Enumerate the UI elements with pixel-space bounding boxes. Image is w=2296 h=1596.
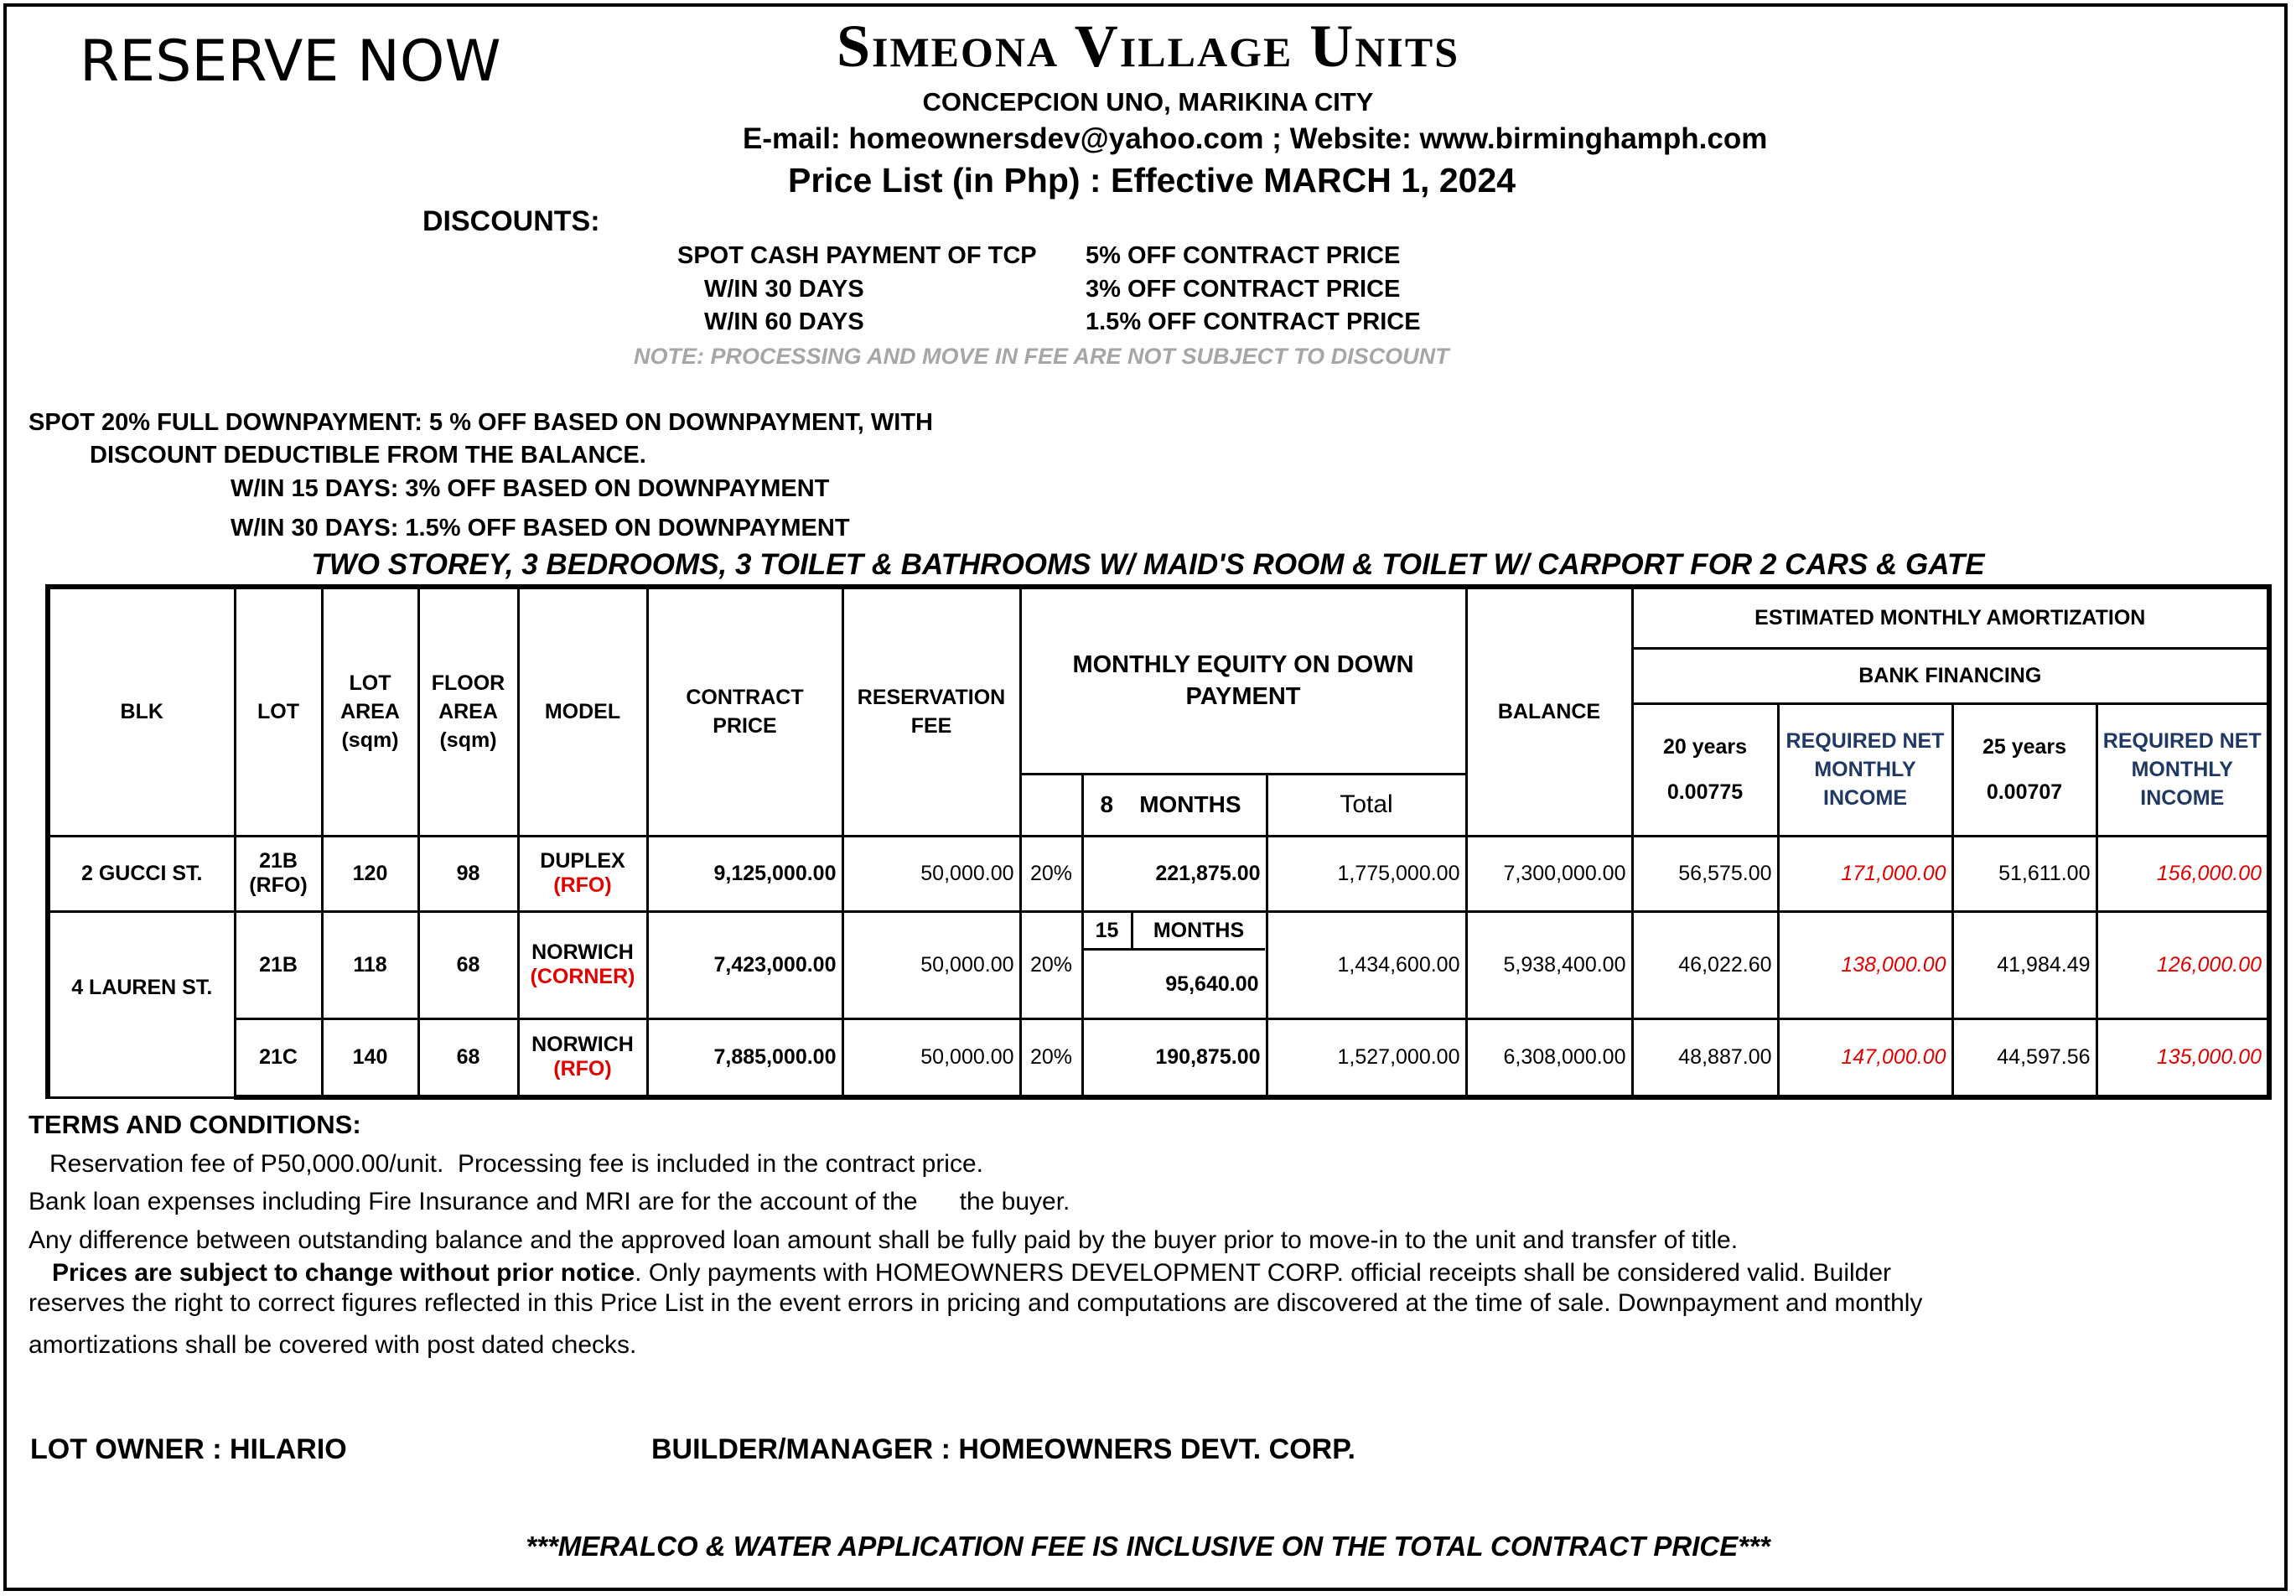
terms-line: amortizations shall be covered with post dated checks. bbox=[29, 1331, 637, 1359]
model-cell: NORWICH (RFO) bbox=[518, 1018, 647, 1097]
table-row bbox=[48, 1018, 2269, 1097]
terms-line: Reservation fee of P50,000.00/unit. Processing fee is included in the contract price. bbox=[29, 1150, 983, 1178]
term-25-years-header: 25 years 0.00707 bbox=[1952, 703, 2096, 836]
reservation-fee-cell: 50,000.00 bbox=[842, 1018, 1020, 1097]
model-header: MODEL bbox=[518, 587, 647, 836]
discount-value: 3% OFF CONTRACT PRICE bbox=[1086, 276, 1401, 303]
terms-heading: TERMS AND CONDITIONS: bbox=[29, 1110, 361, 1139]
lot-area-header: LOT AREA (sqm) bbox=[322, 587, 418, 836]
balance-cell: 7,300,000.00 bbox=[1466, 836, 1632, 911]
contract-price-cell: 7,885,000.00 bbox=[647, 1018, 842, 1097]
unit-description-banner: TWO STOREY, 3 BEDROOMS, 3 TOILET & BATHROOMS W/ MAID'S ROOM & TOILET W/ CARPORT FOR 2 CARS & GATE bbox=[311, 548, 1985, 581]
lot-area-cell: 118 bbox=[322, 911, 418, 1018]
monthly-equity-value: 95,640.00 bbox=[1165, 972, 1259, 996]
blk-cell: 2 GUCCI ST. bbox=[48, 836, 235, 911]
required-income-25-header: REQUIRED NET MONTHLY INCOME bbox=[2096, 703, 2269, 836]
reservation-fee-cell: 50,000.00 bbox=[842, 836, 1020, 911]
monthly-equity-cell bbox=[1082, 911, 1267, 1018]
lot-cell: 21B bbox=[235, 911, 322, 1018]
total-cell: 1,775,000.00 bbox=[1267, 836, 1466, 911]
percent-cell: 20% bbox=[1020, 911, 1082, 1018]
builder-manager: BUILDER/MANAGER : HOMEOWNERS DEVT. CORP. bbox=[651, 1433, 1355, 1465]
meralco-note: ***MERALCO & WATER APPLICATION FEE IS INCLUSIVE ON THE TOTAL CONTRACT PRICE*** bbox=[526, 1531, 1770, 1562]
spot-downpayment-line: SPOT 20% FULL DOWNPAYMENT: 5 % OFF BASED ON DOWNPAYMENT, WITH bbox=[29, 409, 933, 436]
monthly-equity-cell: 221,875.00 bbox=[1082, 836, 1267, 911]
required-income-20-cell: 147,000.00 bbox=[1778, 1018, 1952, 1097]
balance-header: BALANCE bbox=[1466, 587, 1632, 836]
lot-owner: LOT OWNER : HILARIO bbox=[30, 1433, 347, 1465]
discount-term: W/IN 60 DAYS bbox=[704, 308, 864, 335]
spot-downpayment-line: W/IN 15 DAYS: 3% OFF BASED ON DOWNPAYMENT bbox=[231, 475, 830, 502]
months-header: 8 MONTHS bbox=[1082, 774, 1267, 836]
amortization-20-cell: 48,887.00 bbox=[1632, 1018, 1778, 1097]
required-income-25-cell: 156,000.00 bbox=[2096, 836, 2269, 911]
blk-header: BLK bbox=[48, 587, 235, 836]
total-cell: 1,527,000.00 bbox=[1267, 1018, 1466, 1097]
required-income-20-cell: 171,000.00 bbox=[1778, 836, 1952, 911]
required-income-25-cell: 126,000.00 bbox=[2096, 911, 2269, 1018]
terms-line: Bank loan expenses including Fire Insurance and MRI are for the account of the the buyer. bbox=[29, 1188, 1070, 1215]
monthly-equity-header: MONTHLY EQUITY ON DOWN PAYMENT bbox=[1020, 587, 1466, 774]
location: CONCEPCION UNO, MARIKINA CITY bbox=[922, 87, 1374, 117]
floor-area-cell: 68 bbox=[418, 911, 518, 1018]
lot-area-cell: 120 bbox=[322, 836, 418, 911]
term-20-years-header: 20 years 0.00775 bbox=[1632, 703, 1778, 836]
balance-cell: 6,308,000.00 bbox=[1466, 1018, 1632, 1097]
bank-financing-header: BANK FINANCING bbox=[1632, 648, 2269, 703]
floor-area-cell: 68 bbox=[418, 1018, 518, 1097]
spot-downpayment-line: DISCOUNT DEDUCTIBLE FROM THE BALANCE. bbox=[90, 442, 646, 469]
discount-note: NOTE: PROCESSING AND MOVE IN FEE ARE NOT SUBJECT TO DISCOUNT bbox=[634, 344, 1449, 369]
months-label: MONTHS bbox=[1153, 918, 1245, 942]
contract-price-cell: 9,125,000.00 bbox=[647, 836, 842, 911]
contract-price-header: CONTRACT PRICE bbox=[647, 587, 842, 836]
reservation-fee-header: RESERVATION FEE bbox=[842, 587, 1020, 836]
discount-term: W/IN 30 DAYS bbox=[704, 276, 864, 303]
total-header: Total bbox=[1267, 774, 1466, 836]
months-count: 15 bbox=[1084, 913, 1133, 948]
terms-line: Prices are subject to change without prior notice. Only payments with HOMEOWNERS DEVELOPMENT CORP. official receipts shall be considered valid. Builder bbox=[52, 1259, 1892, 1287]
price-table bbox=[45, 584, 2272, 1100]
terms-line: reserves the right to correct figures reflected in this Price List in the event errors in pricing and computations are discovered at the time of sale. Downpayment and monthly bbox=[29, 1289, 1923, 1317]
price-list-effective: Price List (in Php) : Effective MARCH 1, 2024 bbox=[788, 161, 1516, 200]
amortization-25-cell: 51,611.00 bbox=[1952, 836, 2096, 911]
discount-value: 1.5% OFF CONTRACT PRICE bbox=[1086, 308, 1421, 335]
lot-cell: 21B (RFO) bbox=[235, 836, 322, 911]
estimated-amortization-header: ESTIMATED MONTHLY AMORTIZATION bbox=[1632, 587, 2269, 648]
page-title: Simeona Village Units bbox=[836, 13, 1460, 80]
reservation-fee-cell: 50,000.00 bbox=[842, 911, 1020, 1018]
amortization-20-cell: 46,022.60 bbox=[1632, 911, 1778, 1018]
lot-header: LOT bbox=[235, 587, 322, 836]
floor-area-header: FLOOR AREA (sqm) bbox=[418, 587, 518, 836]
discount-term: SPOT CASH PAYMENT OF TCP bbox=[677, 242, 1037, 269]
percent-cell: 20% bbox=[1020, 836, 1082, 911]
reserve-now-label: RESERVE NOW bbox=[80, 28, 501, 95]
balance-cell: 5,938,400.00 bbox=[1466, 911, 1632, 1018]
required-income-25-cell: 135,000.00 bbox=[2096, 1018, 2269, 1097]
required-income-20-cell: 138,000.00 bbox=[1778, 911, 1952, 1018]
amortization-25-cell: 44,597.56 bbox=[1952, 1018, 2096, 1097]
discounts-heading: DISCOUNTS: bbox=[422, 205, 600, 237]
table-header-row bbox=[48, 587, 2269, 648]
required-income-20-header: REQUIRED NET MONTHLY INCOME bbox=[1778, 703, 1952, 836]
terms-line: Any difference between outstanding balance and the approved loan amount shall be fully paid by the buyer prior to move-in to the unit and transfer of title. bbox=[29, 1226, 1739, 1254]
total-cell: 1,434,600.00 bbox=[1267, 911, 1466, 1018]
amortization-25-cell: 41,984.49 bbox=[1952, 911, 2096, 1018]
spot-downpayment-line: W/IN 30 DAYS: 1.5% OFF BASED ON DOWNPAYMENT bbox=[231, 515, 850, 542]
contact-info: E-mail: homeownersdev@yahoo.com ; Website: www.birminghamph.com bbox=[743, 122, 1768, 155]
model-cell: NORWICH (CORNER) bbox=[518, 911, 647, 1018]
table-row bbox=[48, 836, 2269, 911]
discount-value: 5% OFF CONTRACT PRICE bbox=[1086, 242, 1401, 269]
percent-header-empty bbox=[1020, 774, 1082, 836]
model-cell: DUPLEX (RFO) bbox=[518, 836, 647, 911]
blk-cell: 4 LAUREN ST. bbox=[48, 911, 235, 1097]
table-row bbox=[48, 911, 2269, 1018]
floor-area-cell: 98 bbox=[418, 836, 518, 911]
monthly-equity-cell: 190,875.00 bbox=[1082, 1018, 1267, 1097]
lot-cell: 21C bbox=[235, 1018, 322, 1097]
lot-area-cell: 140 bbox=[322, 1018, 418, 1097]
contract-price-cell: 7,423,000.00 bbox=[647, 911, 842, 1018]
percent-cell: 20% bbox=[1020, 1018, 1082, 1097]
amortization-20-cell: 56,575.00 bbox=[1632, 836, 1778, 911]
